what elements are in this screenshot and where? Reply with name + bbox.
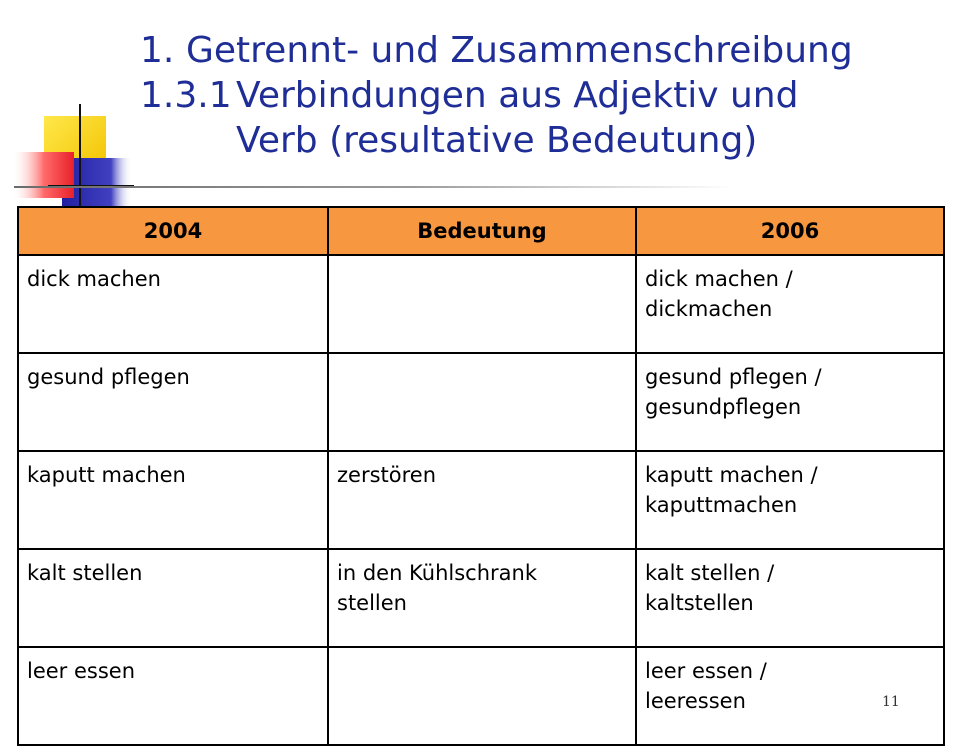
title-line-1 bbox=[140, 28, 940, 73]
cell-bedeutung bbox=[328, 647, 636, 745]
table-row bbox=[18, 451, 944, 549]
cell-2006-line: kalt stellen / bbox=[645, 561, 775, 585]
page-number: 11 bbox=[882, 694, 900, 710]
cell-bedeutung-line: stellen bbox=[337, 591, 407, 615]
cell-bedeutung bbox=[328, 549, 636, 647]
cell-2006-line: dickmachen bbox=[645, 297, 773, 321]
table-row bbox=[18, 255, 944, 353]
title-section-number: 1. bbox=[140, 30, 175, 71]
cell-bedeutung-line: in den Kühlschrank bbox=[337, 561, 538, 585]
table-row bbox=[18, 647, 944, 745]
title-subsection-text: Verbindungen aus Adjektiv und bbox=[236, 75, 799, 116]
title-line-3: Verb (resultative Bedeutung) bbox=[236, 120, 758, 161]
title-subsection-number: 1.3.1 bbox=[140, 75, 232, 116]
cell-2004: dick machen bbox=[18, 255, 328, 353]
cell-2004: leer essen bbox=[18, 647, 328, 745]
cell-2006-line: leeressen bbox=[645, 689, 746, 713]
header-bedeutung: Bedeutung bbox=[328, 207, 636, 255]
table-header-row bbox=[18, 207, 944, 255]
table-row bbox=[18, 353, 944, 451]
cell-2006 bbox=[636, 353, 944, 451]
cell-2006-line: kaputtmachen bbox=[645, 493, 798, 517]
cell-2006-line: gesund pflegen / bbox=[645, 365, 822, 389]
cell-2006 bbox=[636, 451, 944, 549]
slide-title bbox=[140, 28, 940, 163]
cell-bedeutung bbox=[328, 353, 636, 451]
table-row bbox=[18, 549, 944, 647]
cell-2006-line: leer essen / bbox=[645, 659, 767, 683]
header-2006: 2006 bbox=[636, 207, 944, 255]
cell-bedeutung bbox=[328, 255, 636, 353]
header-2004: 2004 bbox=[18, 207, 328, 255]
title-section-text: Getrennt- und Zusammenschreibung bbox=[186, 30, 853, 71]
cell-2004: kalt stellen bbox=[18, 549, 328, 647]
cell-bedeutung: zerstören bbox=[328, 451, 636, 549]
title-divider bbox=[14, 186, 734, 188]
cell-2004: gesund pflegen bbox=[18, 353, 328, 451]
cell-2006-line: kaltstellen bbox=[645, 591, 754, 615]
cell-2006-line: dick machen / bbox=[645, 267, 793, 291]
decorative-squares-graphic bbox=[0, 0, 140, 215]
cell-2006-line: kaputt machen / bbox=[645, 463, 818, 487]
red-square bbox=[14, 152, 74, 198]
cell-2004: kaputt machen bbox=[18, 451, 328, 549]
cell-2006 bbox=[636, 549, 944, 647]
cell-2006 bbox=[636, 255, 944, 353]
comparison-table bbox=[17, 206, 945, 746]
title-line-2 bbox=[140, 73, 940, 118]
cell-2006-line: gesundpflegen bbox=[645, 395, 802, 419]
